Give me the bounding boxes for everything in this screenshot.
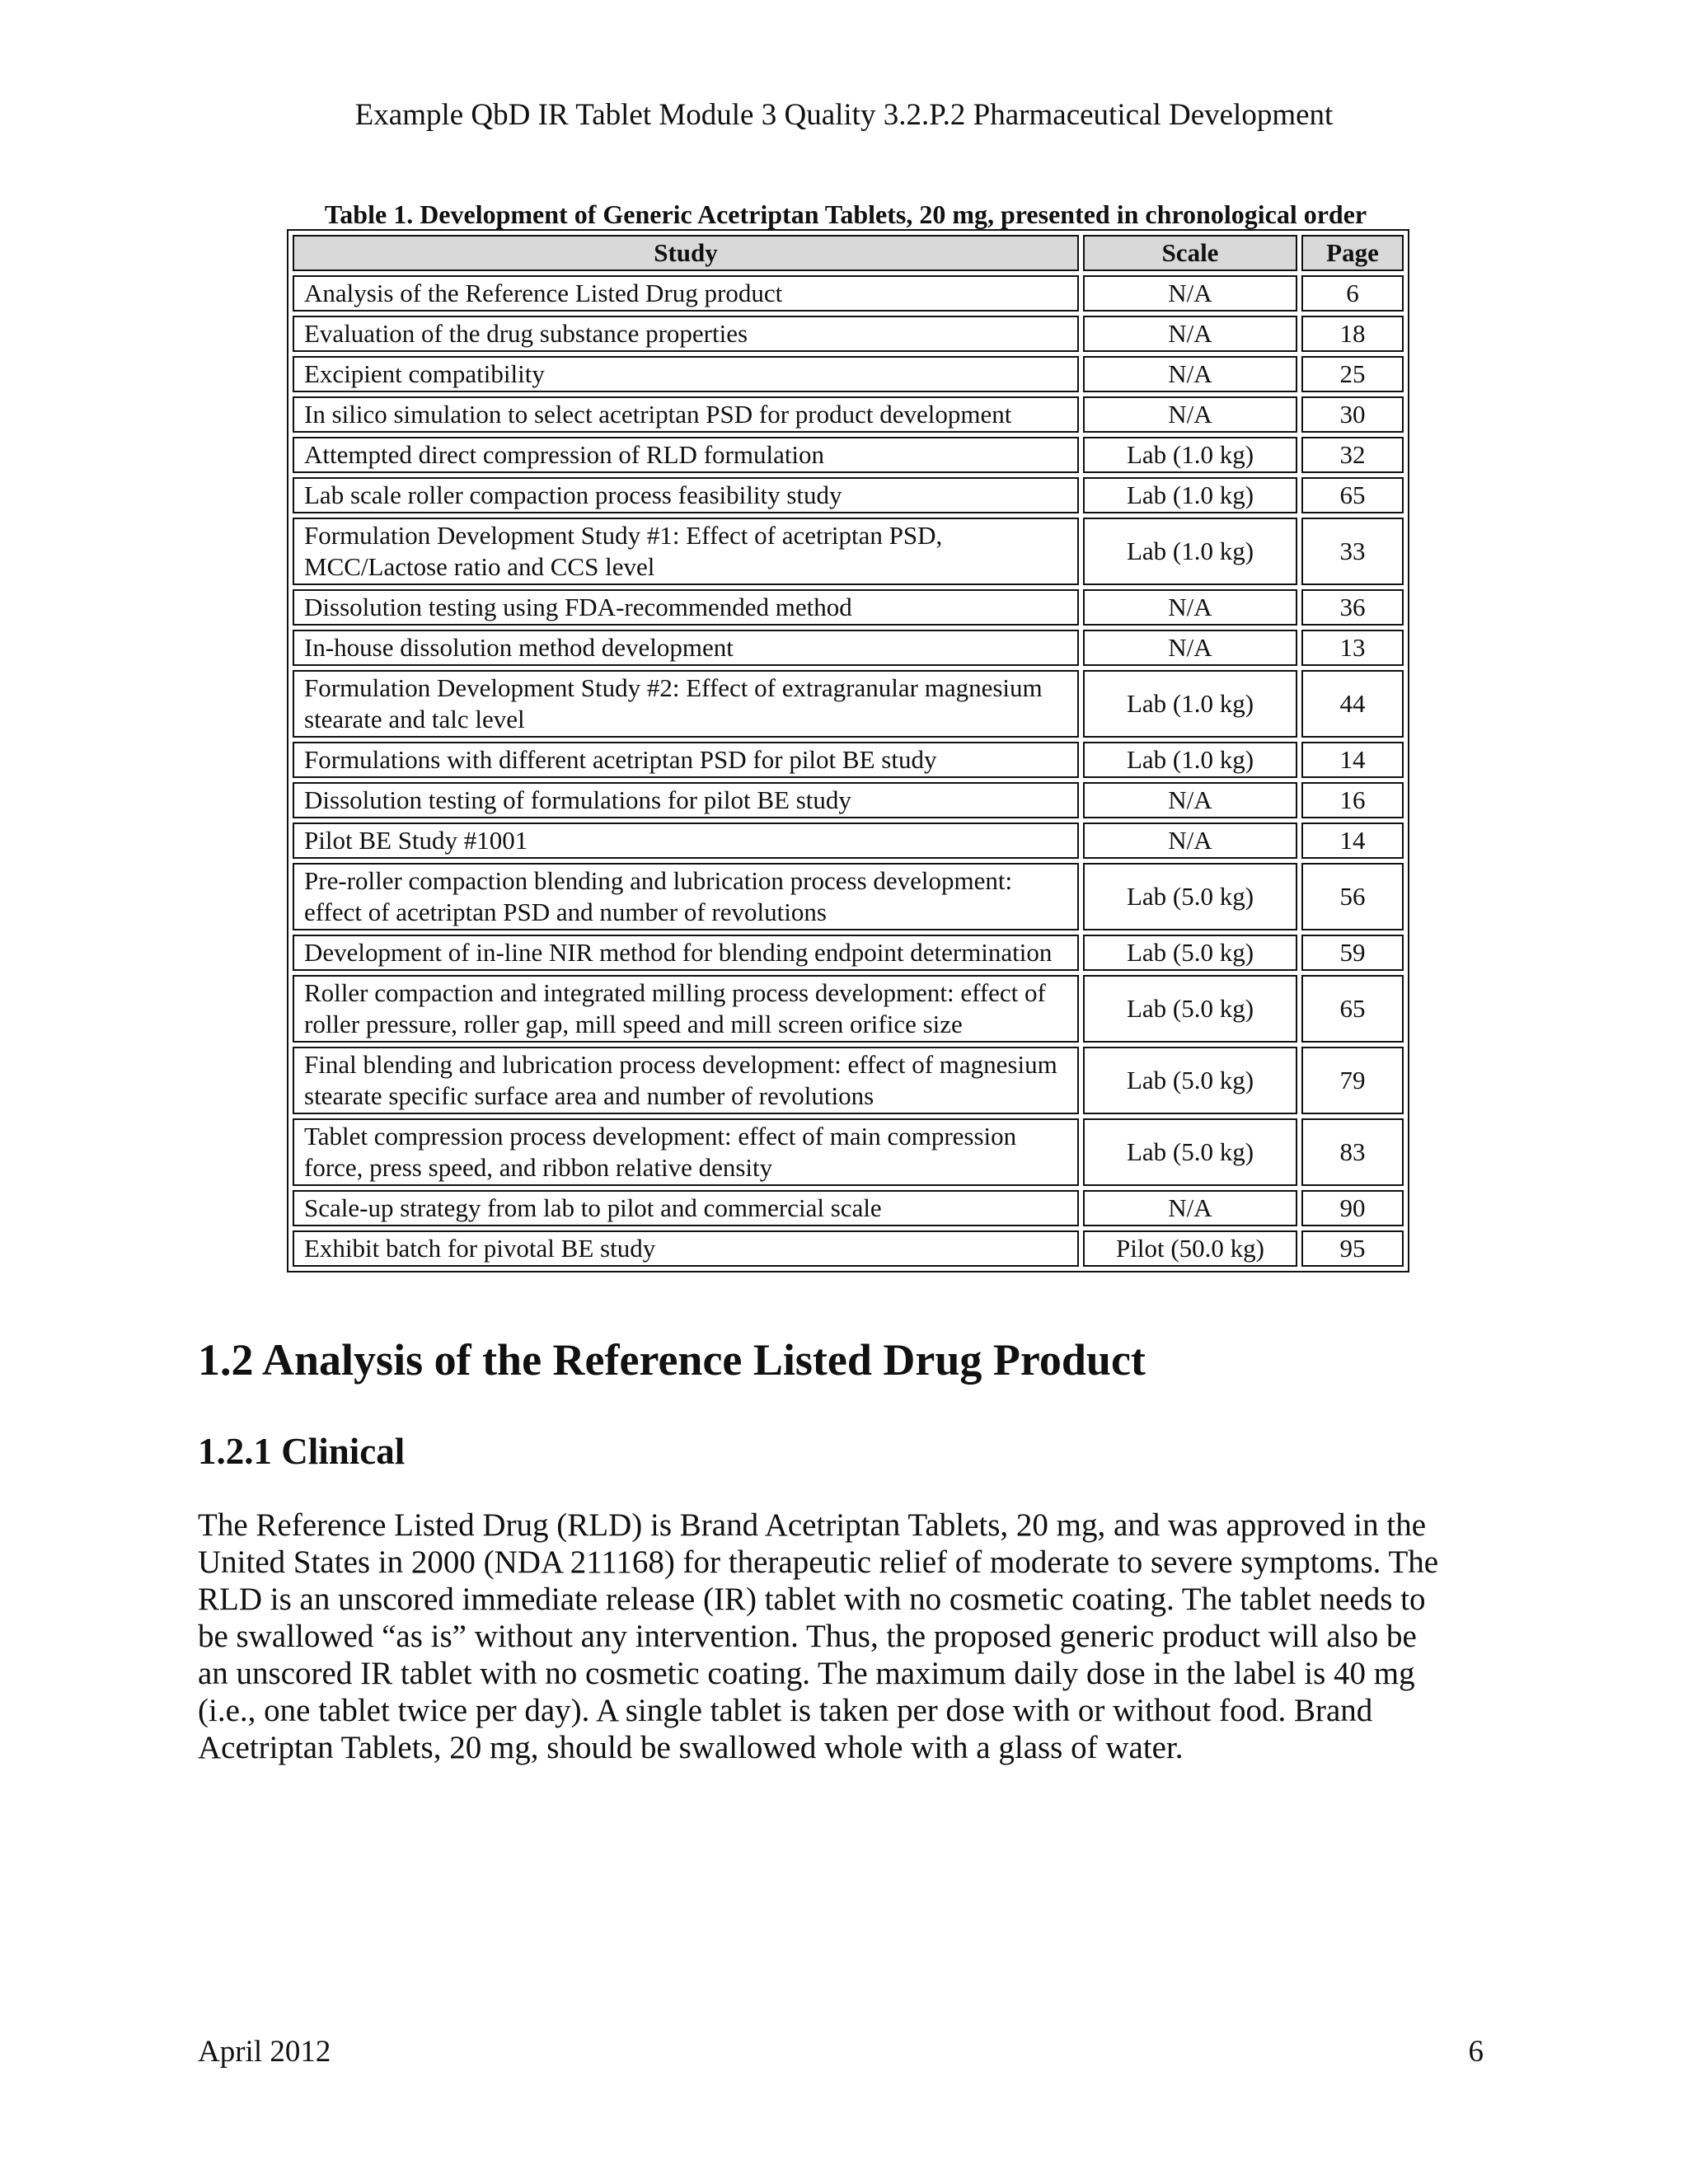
table-row [293,935,1404,971]
study-cell: Formulation Development Study #2: Effect of extragranular magnesium stearate and talc level [293,670,1079,738]
scale-cell: Lab (1.0 kg) [1083,477,1297,513]
study-cell: In-house dissolution method development [293,630,1079,666]
scale-cell: N/A [1083,630,1297,666]
study-cell: Evaluation of the drug substance properties [293,316,1079,352]
table-header-row [293,235,1404,271]
page-cell: 18 [1301,316,1404,352]
scale-cell: Lab (5.0 kg) [1083,1047,1297,1114]
scale-cell: Lab (5.0 kg) [1083,975,1297,1043]
column-header-scale: Scale [1083,235,1297,271]
page-cell: 36 [1301,589,1404,626]
table-row [293,823,1404,859]
study-table [287,229,1409,1272]
scale-cell: N/A [1083,275,1297,312]
page-cell: 44 [1301,670,1404,738]
footer-page-number: 6 [1468,2035,1484,2069]
page-cell: 16 [1301,782,1404,818]
scale-cell: Lab (1.0 kg) [1083,742,1297,778]
paragraph-line: The Reference Listed Drug (RLD) is Brand Acetriptan Tablets, 20 mg, and was approved in the [198,1507,1427,1543]
study-cell: Roller compaction and integrated milling process development: effect of roller pressure, roller gap, mill speed and mill screen orifice size [293,975,1079,1043]
paragraph-line: an unscored IR tablet with no cosmetic coating. The maximum daily dose in the label is 40 mg [198,1656,1415,1691]
page-cell: 79 [1301,1047,1404,1114]
study-table-container [287,229,1406,1272]
study-cell: Excipient compatibility [293,356,1079,392]
page-cell: 14 [1301,823,1404,859]
scale-cell: N/A [1083,396,1297,433]
study-cell: Scale-up strategy from lab to pilot and commercial scale [293,1190,1079,1226]
page-cell: 65 [1301,477,1404,513]
study-cell: Final blending and lubrication process development: effect of magnesium stearate specific surface area and number of revolutions [293,1047,1079,1114]
study-cell: Dissolution testing using FDA-recommended method [293,589,1079,626]
scale-cell: Lab (5.0 kg) [1083,1118,1297,1186]
table-row [293,477,1404,513]
table-row [293,1230,1404,1267]
scale-cell: Lab (1.0 kg) [1083,437,1297,473]
table-row [293,782,1404,818]
scale-cell: N/A [1083,782,1297,818]
page-cell: 14 [1301,742,1404,778]
study-cell: In silico simulation to select acetriptan PSD for product development [293,396,1079,433]
clinical-paragraph [198,1507,1500,1766]
page-cell: 90 [1301,1190,1404,1226]
paragraph-line: (i.e., one tablet twice per day). A single tablet is taken per dose with or without food. Brand [198,1693,1373,1728]
page-cell: 25 [1301,356,1404,392]
page-cell: 95 [1301,1230,1404,1267]
scale-cell: Lab (1.0 kg) [1083,518,1297,585]
page-cell: 6 [1301,275,1404,312]
page-cell: 83 [1301,1118,1404,1186]
subsection-heading: 1.2.1 Clinical [198,1431,406,1472]
paragraph-line: United States in 2000 (NDA 211168) for therapeutic relief of moderate to severe symptoms. The [198,1544,1439,1580]
table-row [293,863,1404,930]
study-cell: Tablet compression process development: effect of main compression force, press speed, and ribbon relative density [293,1118,1079,1186]
scale-cell: Pilot (50.0 kg) [1083,1230,1297,1267]
column-header-study: Study [293,235,1079,271]
study-cell: Formulations with different acetriptan PSD for pilot BE study [293,742,1079,778]
table-row [293,1190,1404,1226]
table-row [293,1047,1404,1114]
table-row [293,742,1404,778]
column-header-page: Page [1301,235,1404,271]
study-cell: Exhibit batch for pivotal BE study [293,1230,1079,1267]
page-cell: 32 [1301,437,1404,473]
study-cell: Lab scale roller compaction process feasibility study [293,477,1079,513]
paragraph-line: Acetriptan Tablets, 20 mg, should be swallowed whole with a glass of water. [198,1730,1184,1765]
table-row [293,356,1404,392]
scale-cell: N/A [1083,589,1297,626]
scale-cell: Lab (1.0 kg) [1083,670,1297,738]
table-row [293,437,1404,473]
table-row [293,1118,1404,1186]
page-cell: 33 [1301,518,1404,585]
page-header: Example QbD IR Tablet Module 3 Quality 3.2.P.2 Pharmaceutical Development [354,98,1334,132]
page-cell: 13 [1301,630,1404,666]
table-row [293,975,1404,1043]
scale-cell: Lab (5.0 kg) [1083,863,1297,930]
table-caption: Table 1. Development of Generic Acetriptan Tablets, 20 mg, presented in chronological order [324,199,1367,229]
table-row [293,630,1404,666]
table-row [293,396,1404,433]
page-cell: 30 [1301,396,1404,433]
page-cell: 59 [1301,935,1404,971]
table-row [293,670,1404,738]
study-cell: Dissolution testing of formulations for pilot BE study [293,782,1079,818]
page-cell: 56 [1301,863,1404,930]
paragraph-line: be swallowed “as is” without any intervention. Thus, the proposed generic product will also be [198,1619,1417,1654]
study-cell: Development of in-line NIR method for blending endpoint determination [293,935,1079,971]
table-row [293,275,1404,312]
study-cell: Formulation Development Study #1: Effect of acetriptan PSD, MCC/Lactose ratio and CCS level [293,518,1079,585]
footer-date: April 2012 [198,2035,331,2069]
scale-cell: N/A [1083,316,1297,352]
study-cell: Analysis of the Reference Listed Drug product [293,275,1079,312]
page-cell: 65 [1301,975,1404,1043]
scale-cell: N/A [1083,823,1297,859]
scale-cell: N/A [1083,1190,1297,1226]
study-cell: Pilot BE Study #1001 [293,823,1079,859]
study-cell: Pre-roller compaction blending and lubrication process development: effect of acetriptan PSD and number of revolutions [293,863,1079,930]
table-row [293,589,1404,626]
table-row [293,316,1404,352]
scale-cell: Lab (5.0 kg) [1083,935,1297,971]
table-row [293,518,1404,585]
paragraph-line: RLD is an unscored immediate release (IR) tablet with no cosmetic coating. The tablet needs to [198,1582,1426,1617]
scale-cell: N/A [1083,356,1297,392]
section-heading: 1.2 Analysis of the Reference Listed Drug Product [198,1335,1146,1385]
study-cell: Attempted direct compression of RLD formulation [293,437,1079,473]
